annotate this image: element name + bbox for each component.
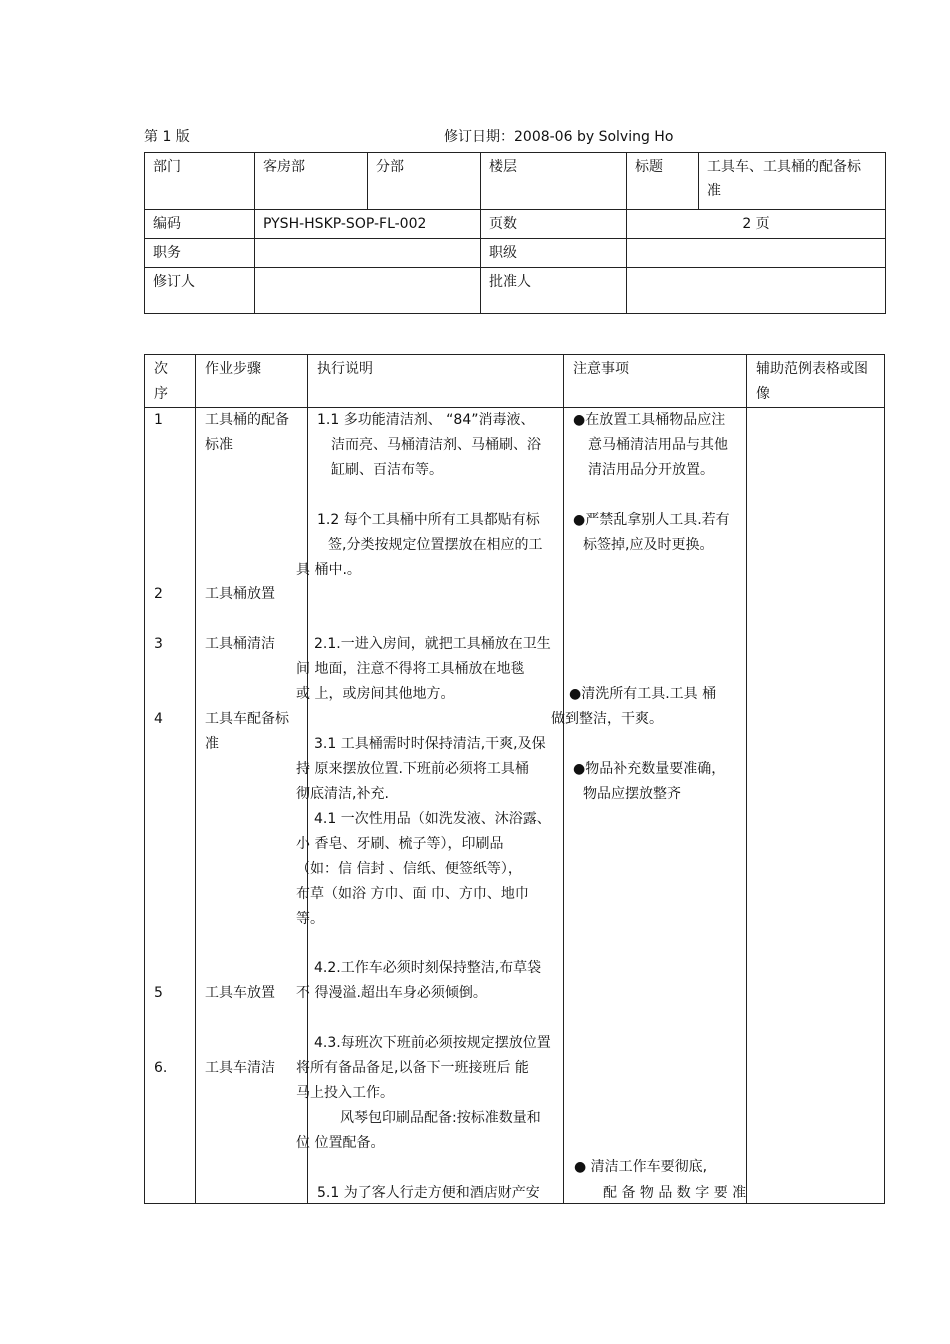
version-label: 第 1 版: [144, 129, 190, 145]
note-line: ● 清洁工作车要彻底,: [574, 1159, 708, 1175]
desc-line: 2.1.一进入房间，就把工具桶放在卫生: [314, 636, 551, 652]
desc-line: 洁而亮、马桶清洁剂、马桶刷、浴: [331, 437, 541, 453]
note-line: 物品应摆放整齐: [583, 786, 681, 802]
step-4: 工具车配备标 准: [205, 711, 289, 752]
desc-line: 马上投入工作。: [296, 1085, 394, 1101]
desc-line: 小 香皂、牙刷、梳子等），印刷品: [296, 836, 504, 852]
header-table: [144, 152, 886, 314]
desc-line: 不 得漫溢.超出车身必须倾倒。: [296, 985, 487, 1001]
col-seq-header: 次 序: [154, 361, 168, 402]
step-2: 工具桶放置: [205, 586, 275, 602]
desc-line: 布草（如浴 方巾、面 巾、方巾、地巾: [296, 886, 529, 902]
note-line: 意马桶清洁用品与其他: [588, 437, 728, 453]
col-step-header: 作业步骤: [205, 361, 261, 377]
duty-value: [255, 239, 481, 268]
dept-label: 部门: [145, 153, 255, 210]
seq-6: 6.: [154, 1060, 168, 1076]
reviser-label: 修订人: [145, 268, 255, 314]
floor-label: 楼层: [481, 153, 627, 210]
step-5: 工具车放置: [205, 985, 275, 1001]
desc-line: 将所有备品备足,以备下一班接班后 能: [296, 1060, 529, 1076]
seq-2: 2: [154, 586, 163, 602]
desc-line: 风琴包印刷品配备:按标准数量和: [340, 1110, 541, 1126]
sub-label: 分部: [368, 153, 481, 210]
desc-line: 间 地面，注意不得将工具桶放在地毯: [296, 661, 525, 677]
seq-5: 5: [154, 985, 163, 1001]
step-1: 工具桶的配备 标准: [205, 412, 289, 453]
title-label: 标题: [627, 153, 699, 210]
col-desc-header: 执行说明: [317, 361, 373, 377]
desc-line: 4.1 一次性用品（如洗发液、沐浴露、: [314, 811, 551, 827]
desc-line: 彻底清洁,补充.: [296, 786, 389, 802]
step-3: 工具桶清洁: [205, 636, 275, 652]
note-line: ●物品补充数量要准确，: [573, 761, 726, 777]
code-label: 编码: [145, 210, 255, 239]
desc-line: 具 桶中.。: [296, 562, 361, 578]
note-line: 做到整洁，干爽。: [551, 711, 663, 727]
note-line: 清洁用品分开放置。: [588, 462, 714, 478]
seq-1: 1: [154, 412, 163, 428]
revision-date: 修订日期：2008-06 by Solving Ho: [444, 129, 674, 145]
note-line: 标签掉,应及时更换。: [583, 537, 714, 553]
desc-line: 或 上，或房间其他地方。: [296, 686, 455, 702]
desc-line: 位 位置配备。: [296, 1135, 385, 1151]
col-note-header: 注意事项: [573, 361, 629, 377]
dept-value: 客房部: [255, 153, 368, 210]
approver-value: [627, 268, 886, 314]
seq-4: 4: [154, 711, 163, 727]
level-label: 职级: [481, 239, 627, 268]
desc-line: 缸刷、百洁布等。: [331, 462, 443, 478]
duty-label: 职务: [145, 239, 255, 268]
note-line: 配 备 物 品 数 字 要 准: [603, 1185, 747, 1201]
note-line: ●在放置工具桶物品应注: [573, 412, 726, 428]
note-line: ●清洗所有工具.工具 桶: [569, 686, 717, 702]
step-6: 工具车清洁: [205, 1060, 275, 1076]
desc-line: 持 原来摆放位置.下班前必须将工具桶: [296, 761, 529, 777]
procedure-table: [144, 354, 885, 1204]
title-value: 工具车、工具桶的配备标 准: [699, 153, 886, 210]
reviser-value: [255, 268, 481, 314]
desc-line: 3.1 工具桶需时时保持清洁,干爽,及保: [314, 736, 546, 752]
pages-value: 2 页: [627, 210, 886, 239]
desc-line: 1.1 多功能清洁剂、 “84”消毒液、: [317, 412, 535, 428]
seq-3: 3: [154, 636, 163, 652]
pages-label: 页数: [481, 210, 627, 239]
desc-line: 5.1 为了客人行走方便和酒店财产安: [317, 1185, 540, 1201]
note-line: ●严禁乱拿别人工具.若有: [573, 512, 730, 528]
code-value: PYSH-HSKP-SOP-FL-002: [255, 210, 481, 239]
level-value: [627, 239, 886, 268]
desc-line: 4.2.工作车必须时刻保持整洁,布草袋: [314, 960, 542, 976]
desc-line: 签,分类按规定位置摆放在相应的工: [328, 537, 543, 553]
desc-line: 等。: [296, 911, 324, 927]
desc-line: 4.3.每班次下班前必须按规定摆放位置: [314, 1035, 551, 1051]
col-aux-header: 辅助范例表格或图 像: [756, 361, 868, 402]
desc-line: 1.2 每个工具桶中所有工具都贴有标: [317, 512, 540, 528]
desc-line: （如：信 信封 、信纸、便签纸等），: [296, 861, 522, 877]
approver-label: 批准人: [481, 268, 627, 314]
